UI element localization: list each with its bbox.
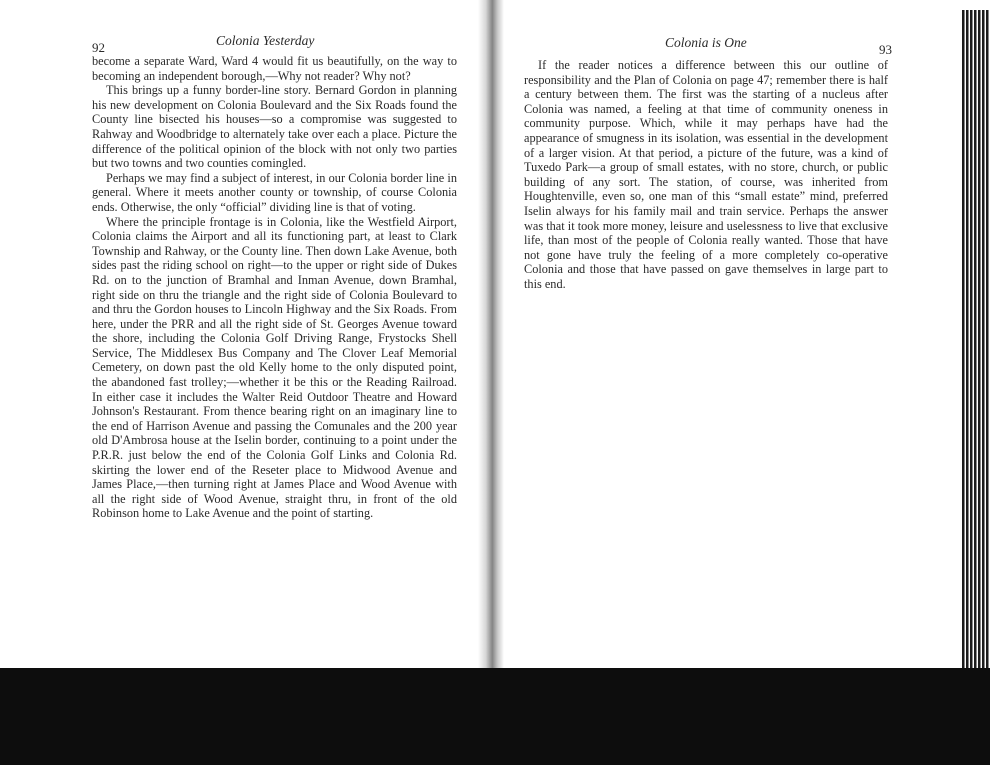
left-running-title: Colonia Yesterday: [216, 33, 315, 48]
left-paragraph-2: This brings up a funny border-line story. Bernard Gordon in planning his new development on Colonia Boulevard and the Six Roads found the County line bisected his houses—so a compromise was suggested to Rahway and Woodbridge to alternately take over each a place. Picture the difference of the political opinion of the block with not only two parties but two towns and two counties comingled.: [92, 83, 457, 171]
right-body-text: [524, 58, 888, 292]
right-page-number: 93: [879, 42, 892, 57]
right-paragraph-1: If the reader notices a difference between this our outline of responsibility and the Plan of Colonia on page 47; remember there is half a century between them. The first was the starting of a nucleus after Colonia was named, a feeling at that time of community oneness in community purpose. Which, while it may perhaps have had the appearance of smugness in its isolation, was essential in the development of a larger vision. At that period, a picture of the future, was a kind of Tuxedo Park—a group of small estates, with no store, church, or public building of any sort. The station, of course, was inherited from Houghtenville, even so, one man of this “small estate” mind, preferred Iselin always for his family mail and train service. Perhaps the answer was that it took more money, leisure and uselessness to live that exclusive life, than most of the people of Colonia really wanted. Those that have not gone have truly the feeling of a more completely co-operative Colonia and those that have passed on gave themselves in large part to this end.: [524, 58, 888, 291]
left-paragraph-3: Perhaps we may find a subject of interest, in our Colonia border line in general. Where it meets another county or township, of course Colonia ends. Otherwise, the only “official” dividing line is that of voting.: [92, 170, 457, 214]
left-body-text: [92, 54, 457, 521]
right-page: [488, 0, 964, 668]
scanner-border: [0, 668, 990, 765]
left-page: [0, 0, 485, 668]
left-page-number: 92: [92, 40, 105, 55]
left-paragraph-1: become a separate Ward, Ward 4 would fit us beautifully, on the way to becoming an independent borough,—Why not reader? Why not?: [92, 54, 457, 83]
right-running-title: Colonia is One: [665, 35, 747, 50]
page-edges: [962, 10, 990, 670]
left-paragraph-4: Where the principle frontage is in Colonia, like the Westfield Airport, Colonia claims the Airport and all its functioning part, at least to Clark Township and Rahway, or the County line. Then down Lake Avenue, both sides past the riding school on right—to the upper or right side of Dukes Rd. on to the junction of Bramhal and Inman Avenue, down Bramhal, right side on thru the triangle and the right side of Colonia Boulevard to and thru the Gordon houses to Lincoln Highway and the Six Roads. From here, under the PRR and all the right side of St. Georges Avenue toward the shore, including the Colonia Golf Driving Range, Frystocks Shell Service, The Middlesex Bus Company and The Clover Leaf Memorial Cemetery, on down past the old Kelly home to the only disputed point, the abandoned fast trolley;—whether it be this or the Reading Railroad. In either case it includes the Walter Reid Outdoor Theatre and Howard Johnson's Restaurant. From thence bearing right on an imaginary line to the end of Harrison Avenue and passing the Comunales and the 200 year old D'Ambrosa house at the Iselin border, continuing to a point under the P.R.R. just below the end of the Colonia Golf Links and Colonia Rd. skirting the lower end of the Reseter place to Midwood Avenue and James Place,—then turning right at James Place and Wood Avenue with all the right side of Wood Avenue, straight thru, in front of the old Robinson home to Lake Avenue and the point of starting.: [92, 214, 457, 521]
